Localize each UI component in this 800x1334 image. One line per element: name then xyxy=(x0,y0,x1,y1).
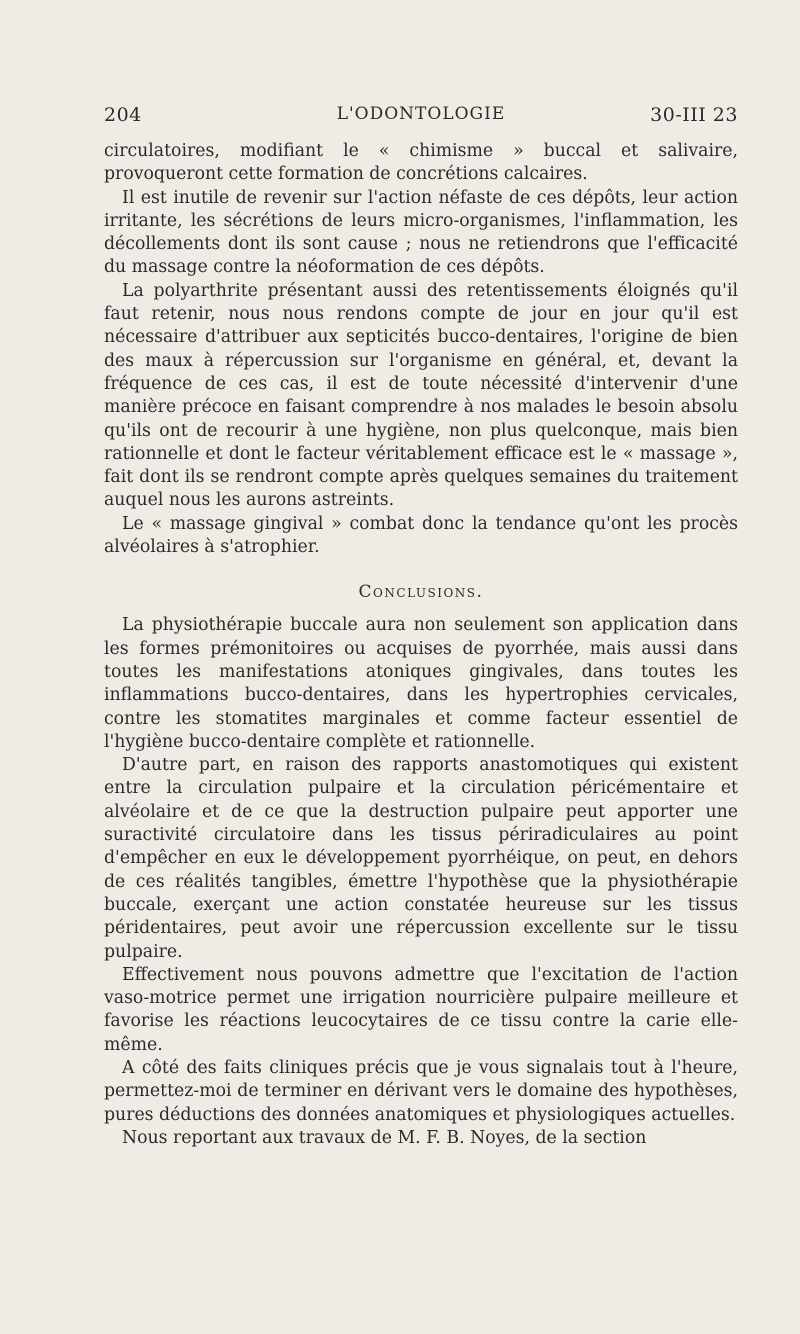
paragraph: A côté des faits cliniques précis que je vous signalais tout à l'heure, permettez-moi de terminer en dérivant vers le domaine des hypothèses, pures déductions des données anatomiques et physiologiques actuelles. xyxy=(104,1057,738,1125)
issue-date: 30-III 23 xyxy=(650,104,738,126)
paragraph: Effectivement nous pouvons admettre que l'excitation de l'action vaso-motrice permet une irrigation nourricière pulpaire meilleure et favorise les réactions leucocytaires de ce tissu contre la carie elle-même. xyxy=(104,964,738,1055)
paragraph: Le « massage gingival » combat donc la tendance qu'ont les procès alvéolaires à s'atrophier. xyxy=(104,513,738,558)
paragraph: D'autre part, en raison des rapports anastomotiques qui existent entre la circulation pulpaire et la circulation péricémentaire et alvéolaire et de ce que la destruction pulpaire peut apporter une suractivité circulatoire dans les tissus périradiculaires au point d'empêcher en eux le développement pyorrhéique, on peut, en dehors de ces réalités tangibles, émettre l'hypothèse que la physiothérapie buccale, exerçant une action constatée heureuse sur les tissus péridentaires, peut avoir une répercussion excellente sur le tissu pulpaire. xyxy=(104,755,738,962)
paragraph: Nous reportant aux travaux de M. F. B. Noyes, de la section xyxy=(122,1127,647,1148)
paragraph: Il est inutile de revenir sur l'action néfaste de ces dépôts, leur action irritante, les sécrétions de leurs micro-organismes, l'inflammation, les décollements dont ils sont cause ; nous ne retiendrons que l'efficacité du massage contre la néoformation de ces dépôts. xyxy=(104,187,738,278)
document-page xyxy=(104,100,738,1150)
paragraph: circulatoires, modifiant le « chimisme » buccal et salivaire, provoqueront cette formation de concrétions calcaires. xyxy=(104,141,738,185)
paragraph: La physiothérapie buccale aura non seulement son application dans les formes prémonitoires ou acquises de pyorrhée, mais aussi dans toutes les manifestations atoniques gingivales, dans toutes les inflammations bucco-dentaires, dans les hypertrophies cervicales, contre les stomatites marginales et comme facteur essentiel de l'hygiène bucco-dentaire complète et rationnelle. xyxy=(104,615,738,752)
section-heading: Conclusions. xyxy=(358,582,484,603)
journal-title: L'ODONTOLOGIE xyxy=(336,104,506,124)
page-number: 204 xyxy=(104,104,142,126)
running-header xyxy=(104,100,738,140)
article-body xyxy=(104,140,738,1150)
paragraph: La polyarthrite présentant aussi des retentissements éloignés qu'il faut retenir, nous nous rendons compte de jour en jour qu'il est nécessaire d'attribuer aux septicités bucco-dentaires, l'origine de bien des maux à répercussion sur l'organisme en général, et, devant la fréquence de ces cas, il est de toute nécessité d'intervenir d'une manière précoce en faisant comprendre à nos malades le besoin absolu qu'ils ont de recourir à une hygiène, non plus quelconque, mais bien rationnelle et dont le facteur véritablement efficace est le « massage », fait dont ils se rendront compte après quelques semaines du traitement auquel nous les aurons astreints. xyxy=(104,280,738,511)
